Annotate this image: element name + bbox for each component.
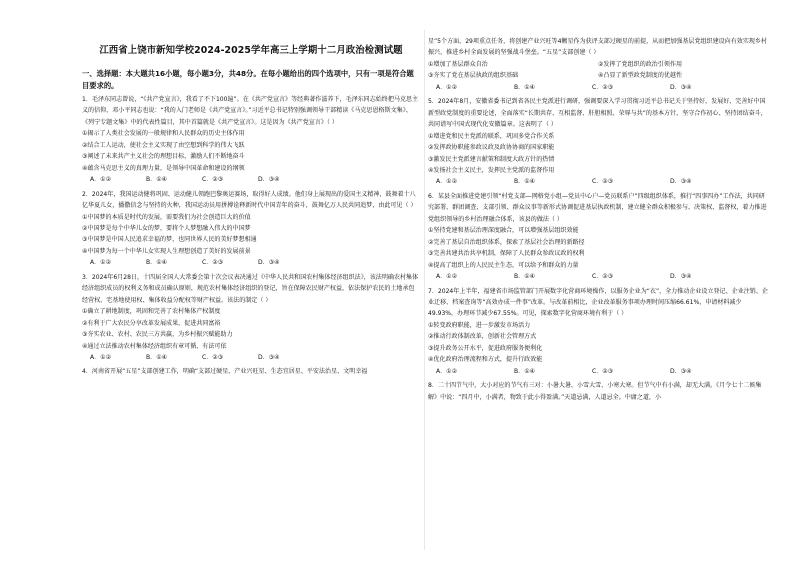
statement-option: ④蕴含马克思主义的真理力量，是领导中国革命和建设的纲领 [82,164,245,172]
statement-row [428,59,768,70]
choice-b[interactable]: B．①④ [514,83,536,91]
choice-a[interactable]: A．①② [436,178,458,186]
question-7 [428,286,768,378]
choice-c[interactable]: C．②③ [592,178,614,186]
choice-a[interactable]: A．①② [90,259,112,267]
question-stem: 7．2024年上半年，福建省市场监管部门开展数字化营商环境操作，以服务企业为“衣”，全力推动企业设立登记、企业注销、企业迁移、档案查询等“高效办成一件事”改革。与改革前相比，企业改革服务事项办理时间压缩66.61%，申请材料减少49.93%，办理环节减少67.55%。可见，探索数字化营商环境有利于（ ） [428,287,768,318]
choice-b[interactable]: B．①④ [146,259,168,267]
statement-option: ②完善了基层自治组织体系，探索了基层社会治理的新路径 [428,238,585,246]
question-stem: 星”5个方面、29项重点任务，将创建产业兴旺等4颗星作为获评支部过硬星的前提，从而把加强基层党组织建设向有效实现乡村振兴，推进乡村全面发展的坚强战斗堡垒。“五星”支部创建（ ） [428,38,768,57]
statement-option: ①增进党和民主党派的联系，巩固多党合作关系 [428,132,555,140]
statement-option: ③夯实了党在基层执政的组织基础 [428,72,519,80]
choice-d[interactable]: D．③④ [670,367,692,375]
question-stem: 4．河南省开展“五星”支部创建工作，明确“支部过硬星、产业兴旺星、生态宜居星、平安法治星、文明幸福 [82,368,368,376]
statement-option: ④中国梦为每一个中华儿女实现人生理想创造了美好的发展前景 [82,247,251,255]
question-4 [82,366,420,377]
choice-a[interactable]: A．①② [436,367,458,375]
statement-row [428,70,768,81]
choice-c[interactable]: C．②③ [592,367,614,375]
left-column [82,34,420,378]
statement-option: ②有利于广大农民分享改革发展成果，促进共同富裕 [82,319,221,327]
question-4-continued [428,36,768,93]
answer-choices [90,174,420,185]
answer-choices [90,257,420,268]
choice-c[interactable]: C．②③ [592,83,614,91]
statement-option: ④凸显了新型政党制度的优越性 [598,72,683,80]
statement-option: ③夯实农业、农村、农民三方共赢，为乡村振兴赋能助力 [82,331,233,339]
section-heading: 一、选择题：本大题共16小题，每小题3分，共48分。在每小题给出的四个选项中，只有一项是符合题目要求的。 [82,69,414,90]
statement-option: ①转变政府职能，进一步激发市场活力 [428,321,531,329]
statement-option: ②结合工人运动，使社会主义实现了由空想到科学的伟大飞跃 [82,141,245,149]
choice-c[interactable]: C．②③ [202,176,224,184]
choice-a[interactable]: A．①② [90,353,112,361]
question-stem: 3．2024年6月28日，十四届全国人大常委会第十次会议表决通过《中华人民共和国农村集体经济组织法》，该法明确农村集体经济组织成员的权利义务和成员确认原则，规范农村集体经济组织的登记，旨在保障农民财产权益，依法保护农民的土地承包经营权、宅基地使用权、集体收益分配权等财产权益。该法的制定（ ） [82,273,419,304]
statement-option: ③中国梦是中国人民追求幸福的梦，也同世界人民的美好梦想相通 [82,236,257,244]
statement-option: ②发挥了党组织的政治引领作用 [598,60,683,68]
statement-option: ④通过立法推动农村集体经济组织有章可循、有法可依 [82,342,227,350]
column-divider [424,30,425,550]
statement-option: ③阐述了未来共产主义社会的理想目标，激励人们不断地奋斗 [82,153,245,161]
choice-b[interactable]: B．①④ [514,273,536,281]
statement-option: ③激发民主党派建言献策和制度大政方针的热情 [428,155,555,163]
answer-choices [436,366,768,377]
choice-d[interactable]: D．③④ [258,259,280,267]
choice-c[interactable]: C．②③ [592,273,614,281]
question-5 [428,96,768,188]
statement-option: ②中国梦是每个中华儿女的梦，要将个人梦想融入伟大的中国梦 [82,224,251,232]
statement-option: ①增加了基层群众自治 [428,60,488,68]
choice-b[interactable]: B．①④ [146,176,168,184]
choice-d[interactable]: D．③④ [670,178,692,186]
choice-a[interactable]: A．①② [436,83,458,91]
statement-option: ④提高了组织上的人民民主生态，可以给予和群众的力量 [428,261,579,269]
statement-option: ①确立了耕地制度，巩固和完善了农村集体产权制度 [82,308,221,316]
choice-d[interactable]: D．③④ [258,353,280,361]
statement-option: ①中国梦的本质是时代的发展，需要我们为社会创造巨大的价值 [82,213,251,221]
question-stem: 8．二十四节气中，大小对应的节气有三对：小暑大暑、小雪大雪、小寒大寒。但节气中有小满，却无大满。《月令七十二候集解》中说：“四月中，小满者，物致于此小得盈满。”天道忌满，人道忌全。中庸之道，小 [428,382,762,401]
question-stem: 6．某县全面推进党建引领“村党支部—网格党小组—党员中心户—党员联系户”四级组织体系，推行“四事四办”工作法，共同研究部署、群团调查、支部引领、群众议事等新形式协调促进基层执政机制，建立健全群众积极参与、决策权、监督权，着力推进党组织领导的乡村治理融合体系，该县的做法（ ） [428,192,767,223]
question-stem: 1．毛泽东同志曾说，“《共产党宣言》，我看了不下100遍”。在《共产党宣言》等经典著作滋养下，毛泽东同志始终把马克思主义的信仰，邓小平同志也说：“我的入门老师是《共产党宣言》。”习近平总书记特别强调领导干部精读《马克思恩格斯文集》、《列宁专题文集》中的代表性篇目，其中首篇就是《共产党宣言》。这是因为《共产党宣言》（ ） [82,96,419,126]
choice-a[interactable]: A．①② [436,273,458,281]
question-8 [428,380,768,403]
question-6 [428,191,768,283]
statement-option: ③完善共建共治共享机制，保障了人民群众参政议政的权利 [428,250,585,258]
choice-c[interactable]: C．②③ [202,353,224,361]
choice-c[interactable]: C．②③ [202,259,224,267]
question-stem: 2．2024年，我国运动健将巩固、运动健儿领跑巴黎奥运赛场，取得好人成绩。他们身上展现出的爱国主义精神，鼓舞着十八亿华夏儿女，播撒信念与坚持的火种，我国运动员用拼搏诠释新时代中国青年的奋斗，鼓舞亿万人民共同追梦，由此可见（ ） [82,190,417,210]
question-3 [82,272,420,364]
statement-option: ①揭示了人类社会发展的一般规律和人民群众的历史主体作用 [82,130,245,138]
statement-option: ③提升政务公开水平，促进政府服务便利化 [428,344,543,352]
choice-b[interactable]: B．①④ [146,353,168,361]
statement-option: ②发挥政协职能参政议政及政协协商的国家职能 [428,144,555,152]
choice-a[interactable]: A．①② [90,176,112,184]
choice-d[interactable]: D．③④ [258,176,280,184]
choice-b[interactable]: B．①④ [514,367,536,375]
statement-option: ④发扬社会主义民主，发挥民主党派的监督作用 [428,166,555,174]
answer-choices [436,82,768,93]
statement-option: ④优化政府治理流程和方式，提升行政效能 [428,356,543,364]
choice-d[interactable]: D．③④ [670,273,692,281]
answer-choices [436,176,768,187]
right-column [428,36,768,403]
answer-choices [90,352,420,363]
exam-title: 江西省上饶市新知学校2024-2025学年高三上学期十二月政治检测试题 [99,45,403,56]
statement-option: ②推动行政体制改革，创新社会管理方式 [428,333,537,341]
answer-choices [436,271,768,282]
choice-d[interactable]: D．③④ [670,83,692,91]
question-stem: 5．2024年8月，安徽省委书记到省各民主党派进行调研，强调要深入学习贯彻习近平总书记关于坚持好、发展好、完善好中国新型政党制度的重要论述，全面落实“长期共存、互相监督、肝胆相照、荣辱与共”的基本方针，坚守合作初心、坚持团结奋斗，共同谱写中国式现代化安徽篇章。这表明了（ ） [428,98,767,129]
choice-b[interactable]: B．①④ [514,178,536,186]
statement-option: ①坚持党建和基层治理深度融合，可以增强基层组织效能 [428,227,579,235]
question-2 [82,189,420,269]
question-1 [82,94,420,186]
